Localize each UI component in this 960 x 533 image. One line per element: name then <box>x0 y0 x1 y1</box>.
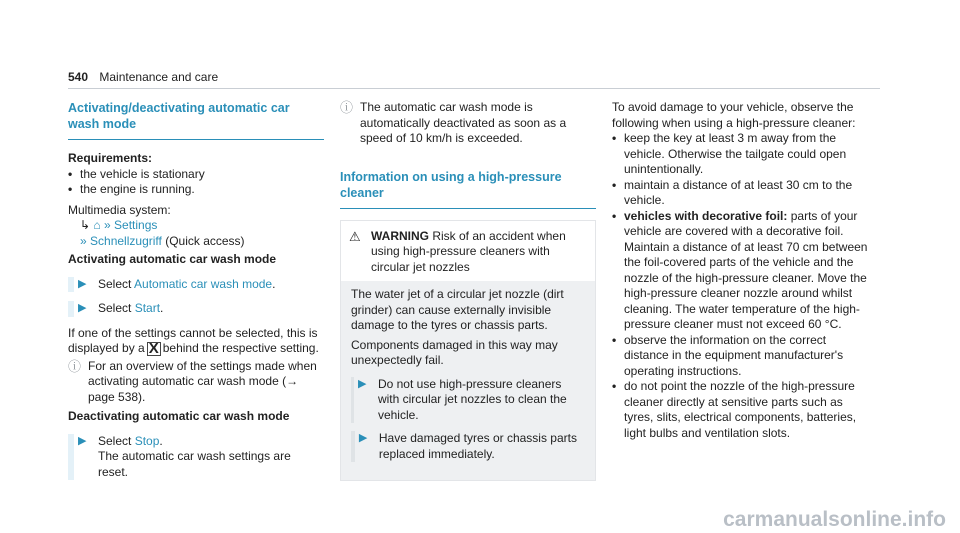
chevron-right-icon: » <box>80 233 87 248</box>
chevron-right-icon: » <box>104 218 111 232</box>
warning-paragraph: The water jet of a circular jet nozzle (dirt grinder) can cause externally invisible damage to the tyres or chassis parts. <box>351 287 564 332</box>
list-item: • the engine is running. <box>68 182 324 198</box>
info-icon: ⓘ <box>68 358 82 374</box>
page-number: 540 <box>68 70 89 84</box>
start-link[interactable]: Start <box>134 301 161 315</box>
list-item: • vehicles with decorative foil: parts of your vehicle are covered with a decorative foil. Maintain a distance of at least 70 cm between the foil-covered parts of the vehicle and the nozzle of the high-pressure cleaner. Move the high-pressure cleaner nozzle around whilst cleaning. The water temperature of the high-pressure cleaner must not exceed 60 °C. <box>612 209 872 333</box>
stop-link[interactable]: Stop <box>134 433 160 448</box>
warning-label: WARNING <box>371 228 429 243</box>
arrow-icon: ▶ <box>78 277 87 290</box>
list-item: • maintain a distance of at least 30 cm to the vehicle. <box>612 178 872 209</box>
step-select-stop: ▶ Select Stop. The automatic car wash settings are reset. <box>68 434 324 481</box>
arrow-icon: ▶ <box>78 302 87 314</box>
activating-heading: Activating automatic car wash mode <box>68 252 277 266</box>
speed-note: ⓘ The automatic car wash mode is automatically deactivated as soon as a speed of 10 km/h is exceeded. <box>340 100 567 145</box>
warning-step: ▶ Do not use high-pressure cleaners with circular jet nozzles to clean the vehicle. <box>351 377 585 424</box>
return-arrow-icon: ↳ <box>80 218 91 232</box>
requirements-label: Requirements: <box>68 151 153 165</box>
overview-note: ⓘ For an overview of the settings made when activating automatic car wash mode (→ page 538). <box>68 358 317 404</box>
list-item: • the vehicle is stationary <box>68 167 324 183</box>
precautions-list <box>612 131 872 441</box>
quick-access-note: (Quick access) <box>161 233 245 248</box>
warning-paragraph: Components damaged in this way may unexpectedly fail. <box>351 337 558 367</box>
svg-text:carmanualsonline.info: carmanualsonline.info <box>723 508 946 530</box>
quick-access-link[interactable]: Schnellzugriff <box>90 233 162 248</box>
heading-high-pressure-cleaner: Information on using a high-pressure cleaner <box>340 169 596 209</box>
arrow-icon: ▶ <box>357 377 367 390</box>
arrow-icon: ▶ <box>358 432 368 444</box>
watermark-logo <box>548 508 948 530</box>
intro-text: To avoid damage to your vehicle, observe the following when using a high-pressure cleaner: <box>612 100 856 130</box>
section-title: Maintenance and care <box>99 70 219 84</box>
deactivating-heading: Deactivating automatic car wash mode <box>68 409 290 423</box>
home-icon[interactable]: ⌂ <box>93 218 101 232</box>
warning-icon: ⚠ <box>349 228 361 244</box>
list-item: • do not point the nozzle of the high-pressure cleaner directly at sensitive parts such as tyres, slits, electrical components, batteries, light bulbs and ventilation slots. <box>612 379 872 441</box>
column-right <box>612 100 872 441</box>
step-select-mode: ▶ Select Automatic car wash mode. <box>68 277 324 293</box>
cannot-select-text: If one of the settings cannot be selected, this is displayed by a X behind the respective setting. <box>68 325 319 357</box>
menu-path-2 <box>68 234 324 250</box>
menu-path-1 <box>68 218 324 234</box>
header-divider <box>68 88 880 89</box>
step-select-start: ▶ Select Start. <box>68 301 324 317</box>
settings-link[interactable]: Settings <box>114 218 158 232</box>
automatic-car-wash-mode-link[interactable]: Automatic car wash mode <box>134 276 273 291</box>
system-label: Multimedia system: <box>68 202 171 217</box>
page-header <box>68 70 218 86</box>
column-left <box>68 100 324 489</box>
requirements-list <box>68 167 324 198</box>
column-middle <box>340 100 596 481</box>
warning-step: ▶ Have damaged tyres or chassis parts replaced immediately. <box>351 431 585 462</box>
heading-car-wash-mode: Activating/deactivating automatic car wash mode <box>68 100 324 140</box>
warning-box: ⚠ WARNING Risk of an accident when using high-pressure cleaners with circular jet nozzles The water jet of a circular jet nozzle (dirt grinder) can cause externally invisible damage to the tyres or chassis parts. Components damaged in this way may unexpectedly fail. ▶ Do not use high-pressure cleaners with circular jet nozzles to clean the vehicle. ▶ Have damaged tyres or chassis parts replaced immediately. <box>340 220 596 482</box>
list-item: • keep the key at least 3 m away from the vehicle. Otherwise the tailgate could open unintentionally. <box>612 131 872 178</box>
arrow-icon: ▶ <box>78 434 87 447</box>
x-symbol-icon: X <box>148 340 159 357</box>
info-icon: ⓘ <box>340 100 354 115</box>
list-item: • observe the information on the correct distance in the equipment manufacturer's operating instructions. <box>612 333 872 380</box>
